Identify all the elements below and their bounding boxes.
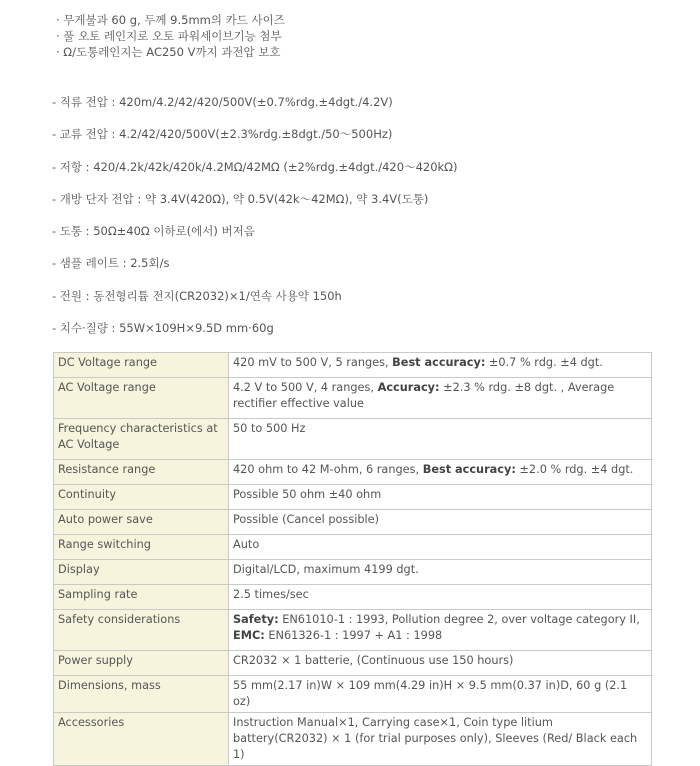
table-row <box>54 378 652 419</box>
table-row <box>54 651 652 676</box>
row-value: 2.5 times/sec <box>229 585 652 610</box>
row-value: Digital/LCD, maximum 4199 dgt. <box>229 560 652 585</box>
table-row <box>54 585 652 610</box>
table-row <box>54 353 652 378</box>
spec-item: - 도통 : 50Ω±40Ω 이하로(에서) 버저음 <box>52 224 255 239</box>
row-label: Continuity <box>54 485 229 510</box>
spec-item: - 저항 : 420/4.2k/42k/420k/4.2MΩ/42MΩ (±2%rdg.±4dgt./420～420kΩ) <box>52 159 458 174</box>
table-row <box>54 485 652 510</box>
table-row <box>54 510 652 535</box>
feature-item: · 풀 오토 레인지로 오토 파워세이브기능 첨부 <box>56 29 282 43</box>
row-label: Accessories <box>54 713 229 766</box>
row-label: Sampling rate <box>54 585 229 610</box>
specification-table <box>53 352 652 766</box>
row-label: DC Voltage range <box>54 353 229 378</box>
row-value: 4.2 V to 500 V, 4 ranges, Accuracy: ±2.3 % rdg. ±8 dgt. , Average rectifier effective value <box>229 378 652 419</box>
row-value: 50 to 500 Hz <box>229 419 652 460</box>
row-value: 420 ohm to 42 M-ohm, 6 ranges, Best accuracy: ±2.0 % rdg. ±4 dgt. <box>229 460 652 485</box>
spec-item: - 샘플 레이트 : 2.5회/s <box>52 256 170 271</box>
row-label: Dimensions, mass <box>54 676 229 713</box>
feature-item: · Ω/도통레인지는 AC250 V까지 과전압 보호 <box>56 45 281 59</box>
row-label: Safety considerations <box>54 610 229 651</box>
table-row <box>54 460 652 485</box>
feature-list <box>56 12 285 60</box>
row-value: 55 mm(2.17 in)W × 109 mm(4.29 in)H × 9.5 mm(0.37 in)D, 60 g (2.1 oz) <box>229 676 652 713</box>
row-label: Resistance range <box>54 460 229 485</box>
spec-item: - 개방 단자 전압 : 약 3.4V(420Ω), 약 0.5V(42k～42MΩ), 약 3.4V(도통) <box>52 191 429 206</box>
spec-item: - 직류 전압 : 420m/4.2/42/420/500V(±0.7%rdg.±4dgt./4.2V) <box>52 95 393 109</box>
row-value: Safety: EN61010-1 : 1993, Pollution degree 2, over voltage category II, EMC: EN61326-1 : 1997 + A1 : 1998 <box>229 610 652 651</box>
row-value: Instruction Manual×1, Carrying case×1, Coin type litium battery(CR2032) × 1 (for trial purposes only), Sleeves (Red/ Black each 1) <box>229 713 652 766</box>
spec-list <box>52 90 457 348</box>
row-value: 420 mV to 500 V, 5 ranges, Best accuracy: ±0.7 % rdg. ±4 dgt. <box>229 353 652 378</box>
row-label: Power supply <box>54 651 229 676</box>
spec-item: - 전원 : 동전형리튬 전지(CR2032)×1/연속 사용약 150h <box>52 288 342 303</box>
row-label: Display <box>54 560 229 585</box>
table-row <box>54 419 652 460</box>
row-label: Range switching <box>54 535 229 560</box>
row-label: AC Voltage range <box>54 378 229 419</box>
row-value: Auto <box>229 535 652 560</box>
spec-item: - 치수·질량 : 55W×109H×9.5D mm·60g <box>52 321 274 336</box>
spec-item: - 교류 전압 : 4.2/42/420/500V(±2.3%rdg.±8dgt./50～500Hz) <box>52 127 393 142</box>
row-value: Possible (Cancel possible) <box>229 510 652 535</box>
table-row <box>54 610 652 651</box>
feature-item: · 무게불과 60 g, 두께 9.5mm의 카드 사이즈 <box>56 13 285 27</box>
table-row <box>54 535 652 560</box>
table-row <box>54 560 652 585</box>
row-value: Possible 50 ohm ±40 ohm <box>229 485 652 510</box>
table-row <box>54 676 652 713</box>
row-label: Frequency characteristics at AC Voltage <box>54 419 229 460</box>
row-value: CR2032 × 1 batterie, (Continuous use 150 hours) <box>229 651 652 676</box>
table-row <box>54 713 652 766</box>
row-label: Auto power save <box>54 510 229 535</box>
